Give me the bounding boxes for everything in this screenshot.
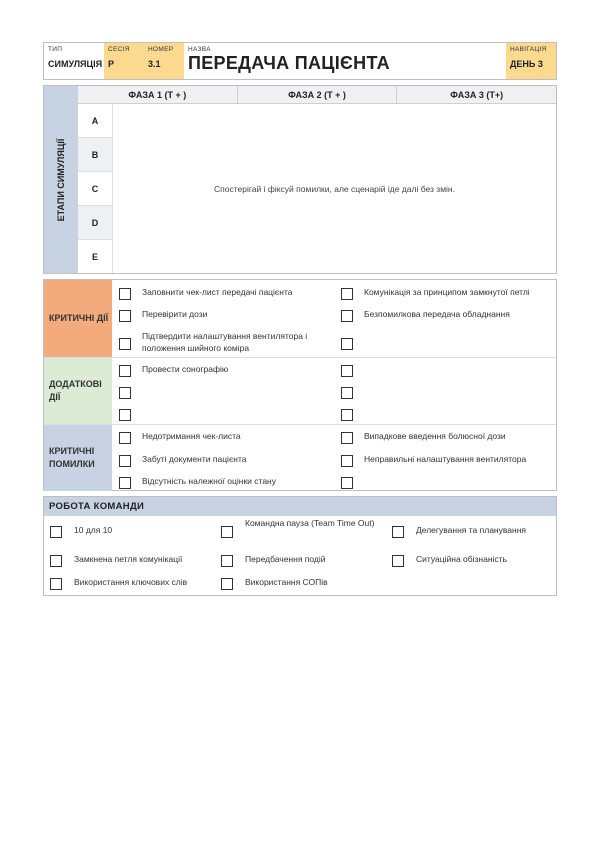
critical-actions-label: КРИТИЧНІ ДІЇ [44,280,112,357]
phase-body [112,104,556,273]
navigation-cell [506,43,556,79]
critical-error-item: Відсутність належної оцінки стану [142,476,276,486]
teamwork-item: Делегування та планування [416,525,526,535]
phase-1-header: ФАЗА 1 (T + ) [78,86,238,103]
critical-action-item: Комунікація за принципом замкнутої петлі [364,287,530,297]
stage-column [78,104,112,273]
teamwork-title: РОБОТА КОМАНДИ [44,497,556,516]
checkbox[interactable] [50,526,62,538]
critical-actions-row [44,280,556,358]
checkbox[interactable] [119,432,131,444]
additional-actions-label: ДОДАТКОВІ ДІЇ [44,358,112,424]
checkbox[interactable] [341,409,353,421]
header-bar [43,42,557,80]
actions-section [43,279,557,491]
stage-e: E [91,252,98,262]
teamwork-item: Передбачення подій [245,554,326,564]
checkbox[interactable] [341,455,353,467]
teamwork-section [43,496,557,596]
checkbox[interactable] [119,288,131,300]
checkbox[interactable] [221,526,233,538]
critical-error-item: Випадкове введення болюсної дози [364,431,506,441]
stage-b: B [78,138,112,172]
checkbox[interactable] [341,310,353,322]
teamwork-item: Командна пауза (Team Time Out) [245,518,375,528]
critical-action-item: Заповнити чек-лист передачі пацієнта [142,287,293,297]
phase-note: Спостерігай і фіксуй помилки, але сценарій іде далі без змін. [213,184,455,194]
checkbox[interactable] [50,578,62,590]
critical-error-item: Забуті документи пацієнта [142,454,247,464]
teamwork-item: Ситуаційна обізнаність [416,554,508,564]
additional-action-item: Провести сонографію [142,364,229,374]
checkbox[interactable] [119,477,131,489]
teamwork-item: Використання ключових слів [74,577,188,587]
checkbox[interactable] [221,578,233,590]
phase-2-header: ФАЗА 2 (T + ) [238,86,398,103]
type-label: ТИП [48,46,63,53]
checkbox[interactable] [119,365,131,377]
session-label: СЕСІЯ [108,46,130,53]
critical-error-item: Недотримання чек-листа [142,431,241,441]
checkbox[interactable] [50,555,62,567]
checkbox[interactable] [119,310,131,322]
teamwork-item: 10 для 10 [74,525,113,535]
phase-3-header: ФАЗА 3 (T+) [450,90,504,100]
checkbox[interactable] [341,387,353,399]
navigation-label: НАВІГАЦІЯ [510,46,547,53]
stage-c: C [78,172,112,206]
checkbox[interactable] [392,526,404,538]
number-cell [144,43,184,79]
checkbox[interactable] [341,365,353,377]
type-cell [44,43,104,79]
teamwork-item: Використання СОПів [245,577,328,587]
checkbox[interactable] [392,555,404,567]
checkbox[interactable] [221,555,233,567]
critical-errors-label: КРИТИЧНІ ПОМИЛКИ [44,425,112,491]
phases-side-label: ЕТАПИ СИМУЛЯЦІЇ [56,138,66,222]
checkbox[interactable] [341,477,353,489]
checkbox[interactable] [119,338,131,350]
checkbox[interactable] [341,288,353,300]
number-value: 3.1 [148,59,161,69]
title-label: НАЗВА [188,46,211,53]
critical-errors-row [44,425,556,491]
critical-error-item: Неправильні налаштування вентилятора [364,454,527,464]
checkbox[interactable] [119,387,131,399]
checkbox[interactable] [119,455,131,467]
checkbox[interactable] [341,338,353,350]
type-value: СИМУЛЯЦІЯ [48,59,103,69]
stage-a: A [78,104,112,138]
navigation-value: ДЕНЬ 3 [510,59,543,69]
page-title: ПЕРЕДАЧА ПАЦІЄНТА [188,53,390,73]
stage-d: D [78,206,112,240]
session-value: P [108,59,115,69]
phase-header-row [78,86,556,104]
critical-action-item: Перевірити дози [142,309,208,319]
critical-action-item: Безпомилкова передача обладнання [364,309,510,319]
phases-side-panel [44,86,78,273]
teamwork-item: Замкнена петля комунікації [74,554,183,564]
additional-actions-row [44,358,556,425]
session-cell [104,43,144,79]
critical-action-item: Підтвердити налаштування вентилятора і положення шийного коміра [142,331,308,354]
phases-section [43,85,557,274]
checkbox[interactable] [119,409,131,421]
number-label: НОМЕР [148,46,174,53]
title-cell [184,43,506,79]
checkbox[interactable] [341,432,353,444]
